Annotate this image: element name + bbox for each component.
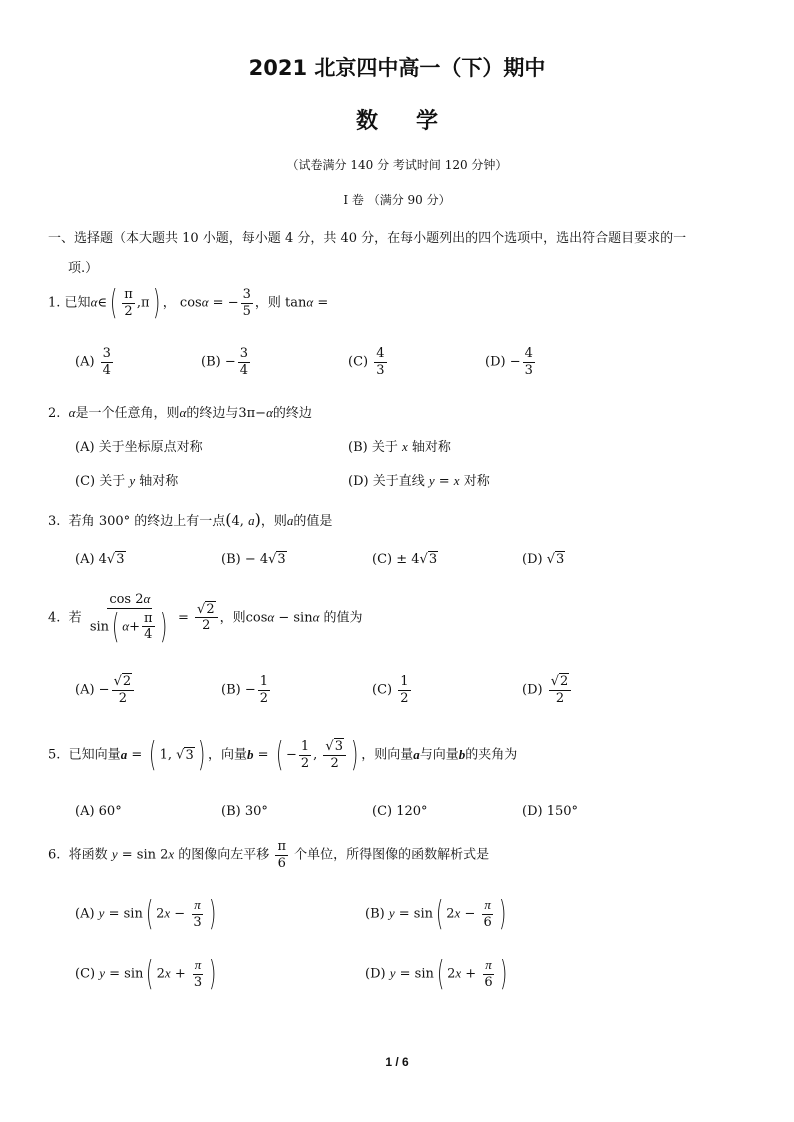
q2-option-d[interactable]: (D) 关于直线 y = x 对称 (348, 473, 490, 489)
q4-option-a[interactable]: (A) − $\frac{√2}{2}$ (75, 675, 136, 705)
question-3: 3. 若角 300° 的终边上有一点(4, a)，则a的值是 (48, 510, 333, 529)
q5-option-d[interactable]: (D) 150° (522, 804, 579, 819)
question-4: 4. 若 cos 2α sin( α+ $\frac{\pi}{4}$ ) = $\frac{√2}{2}$ ，则cosα − sinα 的值为 (48, 591, 363, 647)
q1-option-d[interactable]: (D) − $\frac{4}{3}$ (485, 346, 533, 378)
q1-option-a[interactable]: (A) $\frac{3}{4}$ (75, 346, 111, 378)
q2-option-a[interactable]: (A) 关于坐标原点对称 (75, 440, 203, 455)
q3-option-a[interactable]: (A) 4√3 (75, 552, 125, 567)
q6-option-b[interactable]: (B) y = sin( 2x − $\frac{\pi}{6}$ ) (365, 894, 507, 934)
q4-option-b[interactable]: (B) − $\frac{1}{2}$ (221, 674, 269, 706)
q3-option-d[interactable]: (D) √3 (522, 552, 565, 567)
q5-option-c[interactable]: (C) 120° (372, 804, 428, 819)
q2-option-b[interactable]: (B) 关于 x 轴对称 (348, 439, 451, 455)
q6-option-c[interactable]: (C) y = sin( 2x + $\frac{\pi}{3}$ ) (75, 954, 217, 994)
q4-option-d[interactable]: (D) $\frac{√2}{2}$ (522, 675, 573, 705)
question-5: 5. 已知向量a = ( 1, √3 ) ，向量b = ( − $\frac{1}{2}$ , $\frac{√3}{2}$ ) ，则向量a与向量b的夹角为 (48, 735, 518, 775)
question-6: 6. 将函数 y = sin 2x 的图像向左平移 $\frac{\pi}{6}$ 个单位，所得图像的函数解析式是 (48, 839, 490, 871)
section-line-2: 项.） (68, 261, 99, 276)
q6-option-d[interactable]: (D) y = sin( 2x + $\frac{\pi}{6}$ ) (365, 954, 507, 994)
page-number: 1 / 6 (385, 1055, 409, 1069)
section-line-1: 一、选择题（本大题共 10 小题，每小题 4 分，共 40 分，在每小题列出的四个选项中，选出符合题目要求的一 (48, 231, 687, 246)
q3-option-b[interactable]: (B) − 4√3 (221, 552, 286, 567)
subject-title: 数学 (355, 109, 476, 134)
question-2: 2. α是一个任意角，则α的终边与3π−α的终边 (48, 405, 312, 421)
q4-option-c[interactable]: (C) $\frac{1}{2}$ (372, 674, 409, 706)
q6-option-a[interactable]: (A) y = sin( 2x − $\frac{\pi}{3}$ ) (75, 894, 216, 934)
q3-option-c[interactable]: (C) ± 4√3 (372, 552, 438, 567)
exam-title: 2021 北京四中高一（下）期中 (248, 56, 546, 80)
q1-option-b[interactable]: (B) − $\frac{3}{4}$ (201, 346, 249, 378)
q5-option-a[interactable]: (A) 60° (75, 804, 122, 819)
q5-option-b[interactable]: (B) 30° (221, 804, 268, 819)
q1-option-c[interactable]: (C) $\frac{4}{3}$ (348, 346, 385, 378)
question-1: 1. 已知α∈( $\frac{\pi}{2}$ ,π) ， cosα = − $\frac{3}{5}$ ，则 tanα = (48, 283, 329, 323)
volume-label: I 卷 （满分 90 分） (343, 193, 451, 207)
exam-info: （试卷满分 140 分 考试时间 120 分钟） (286, 158, 508, 172)
section-heading (48, 224, 738, 284)
q2-option-c[interactable]: (C) 关于 y 轴对称 (75, 473, 179, 489)
